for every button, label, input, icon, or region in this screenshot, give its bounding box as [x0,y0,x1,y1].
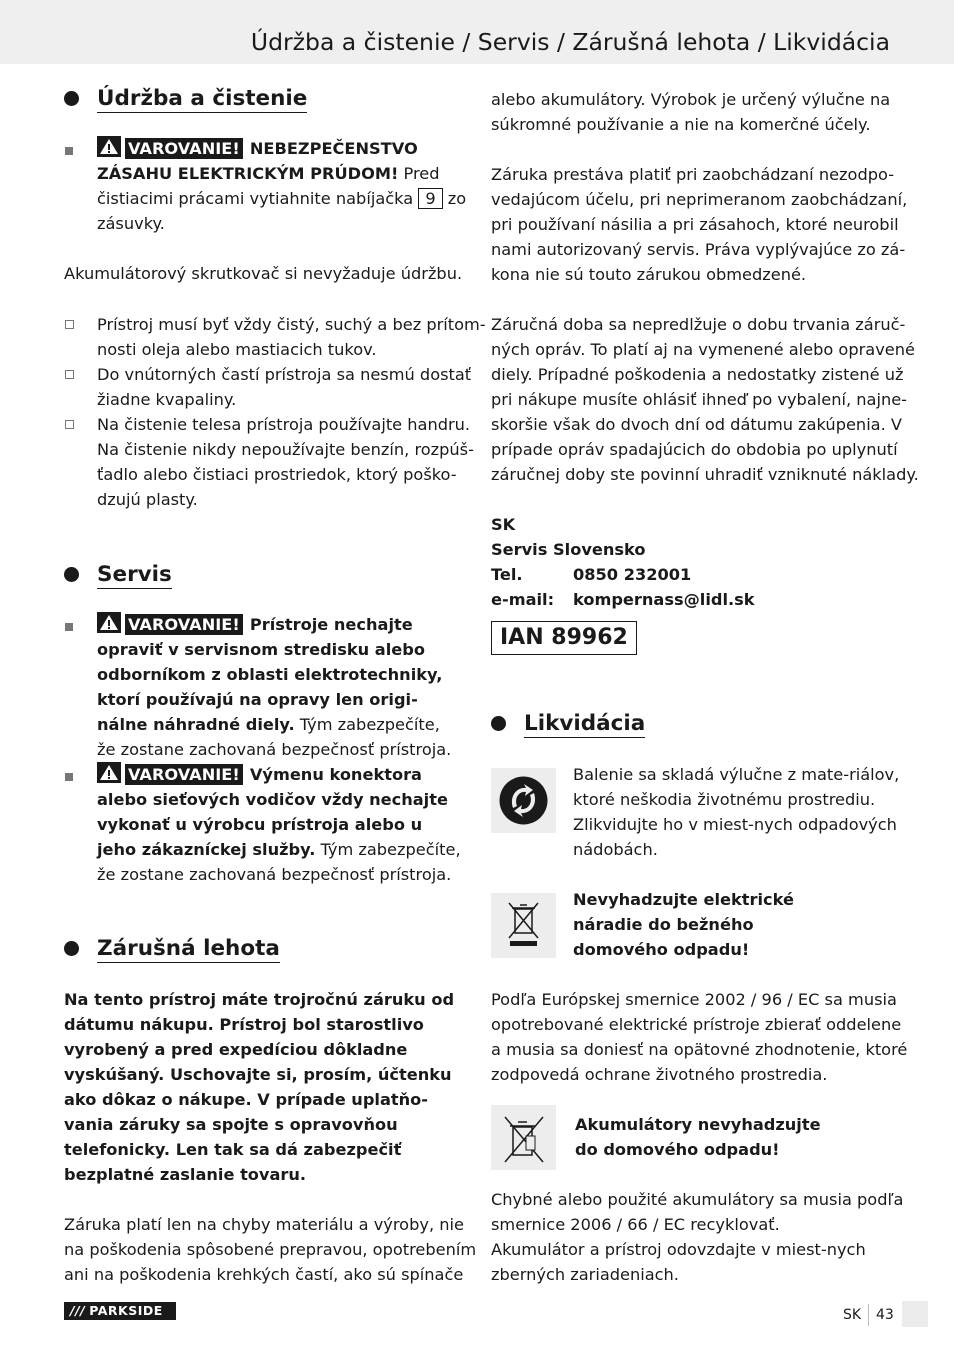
service-warning-1: VAROVANIE! Prístroje nechajte opraviť v servisnom stredisku alebo odborníkom z oblasti elektrotechniky, ktorí používajú na opravy len origi- nálne náhradné diely. Tým zabezpečíte, že zostane zachovaná bezpečnosť prístroja. [97,612,466,762]
page-number: 43 [876,1307,894,1323]
crossed-bin-battery-icon [491,1105,556,1170]
green-dot-recycling-icon [491,768,556,833]
warning-triangle-icon [97,136,121,157]
page-title: Údržba a čistenie / Servis / Zárušná lehota / Likvidácia [250,28,890,56]
tel-value: 0850 232001 [573,565,692,584]
email-value: kompernass@lidl.sk [573,590,755,609]
open-square-bullet-icon [65,320,74,329]
warranty-exclusions-paragraph: Záruka prestáva platiť pri zaobchádzaní nezodpo- vedajúcom účelu, pri neprimeranom zaobchádzaní, pri používaní násilia a pri zásahoch, ktoré neurobil nami autorizovaný servis. Práva vyplývajúce zo zá- kona nie sú touto zárukou obmedzené. [491,165,908,284]
weee-notice: Nevyhadzujte elektrické náradie do bežného domového odpadu! [573,890,794,959]
service-warning-2: VAROVANIE! Výmenu konektora alebo sieťových vodičov vždy nechajte vykonať u výrobcu prístroja alebo u jeho zákazníckej služby. Tým zabezpečíte, že zostane zachovaná bezpečnosť prístroja. [97,762,466,887]
warning-triangle-icon [97,762,121,783]
warning-label: VAROVANIE! [125,138,243,159]
crossed-bin-icon [491,893,556,958]
maintenance-warning: VAROVANIE! NEBEZPEČENSTVO ZÁSAHU ELEKTRICKÝM PRÚDOM! Pred čistiacimi prácami vytiahnite nabíjačka 9 zo zásuvky. [97,136,466,236]
warranty-paragraph: Záruka platí len na chyby materiálu a výroby, nie na poškodenia spôsobené prepravou, opotrebením ani na poškodenia krehkých častí, ako sú spínače [64,1215,477,1284]
section-heading-service: Servis [64,560,172,590]
bullet-dot-icon [64,91,79,106]
footer-tab [902,1301,928,1327]
warning-label: VAROVANIE! [125,764,243,785]
footer-language: SK [843,1307,862,1323]
bullet-dot-icon [64,941,79,956]
contact-country: SK [491,515,516,534]
email-label: e-mail: [491,590,555,609]
warranty-bold-paragraph: Na tento prístroj máte trojročnú záruku od dátumu nákupu. Prístroj bol starostlivo vyrobený a pred expedíciou dôkladne vyskúšaný. Uschovajte si, prosím, účtenku ako dôkaz o nákupe. V prípade uplatňo- vania záruky sa spojte s opravovňou telefonicky. Len tak sa dá zabezpečiť bezplatné zaslanie tovaru. [64,990,455,1184]
directive-paragraph: Podľa Európskej smernice 2002 / 96 / EC sa musia opotrebované elektrické prístroje zbierať oddelene a musia sa doniesť na opätovné zhodnotenie, ktoré zodpovedá ochrane životného prostredia. [491,990,908,1084]
battery-notice: Akumulátory nevyhadzujte do domového odpadu! [575,1115,821,1159]
battery-recycling-paragraph: Chybné alebo použité akumulátory sa musia podľa smernice 2006 / 66 / EC recyklovať. Akumulátor a prístroj odovzdajte v miest-nych zberných zariadeniach. [491,1190,904,1284]
service-contact [491,512,891,612]
open-square-bullet-icon [65,420,74,429]
section-heading-warranty: Zárušná lehota [64,934,280,964]
tel-label: Tel. [491,565,523,584]
warning-triangle-icon [97,612,121,633]
square-bullet-icon [65,773,73,781]
square-bullet-icon [65,147,73,155]
maintenance-paragraph: Akumulátorový skrutkovač si nevyžaduje údržbu. [64,264,463,283]
packaging-text: Balenie sa skladá výlučne z mate-riálov, ktoré neškodia životnému prostrediu. Zlikvidujte ho v miest-nych odpadových nádobách. [573,765,900,859]
bullet-dot-icon [64,567,79,582]
square-bullet-icon [65,623,73,631]
part-number: 9 [418,188,442,209]
open-square-bullet-icon [65,370,74,379]
list-item: Na čistenie telesa prístroja používajte handru. Na čistenie nikdy nepoužívajte benzín, rozpúš- ťadlo alebo čistiaci prostriedok, ktorý poško- dzujú plasty. [97,415,474,509]
list-item: Do vnútorných častí prístroja sa nesmú dostať žiadne kvapaliny. [97,365,472,409]
ian-box: IAN 89962 [491,621,637,655]
footer-divider [868,1304,869,1326]
contact-service: Servis Slovensko [491,540,646,559]
warning-label: VAROVANIE! [125,614,243,635]
warranty-paragraph-cont: alebo akumulátory. Výrobok je určený výlučne na súkromné používanie a nie na komerčné účely. [491,90,891,134]
warranty-period-paragraph: Záručná doba sa nepredlžuje o dobu trvania záruč- ných opráv. To platí aj na vymenené alebo opravené diely. Prípadné poškodenia a nedostatky zistené už pri nákupe musíte ohlásiť ihneď po vybalení, najne- skoršie však do dvoch dní od dátumu zakúpenia. V prípade opráv spadajúcich do obdobia po uplynutí záručnej doby ste povinní uhradiť vzniknuté náklady. [491,315,919,484]
section-heading-disposal: Likvidácia [491,709,645,739]
section-heading-maintenance: Údržba a čistenie [64,84,307,114]
list-item: Prístroj musí byť vždy čistý, suchý a bez prítom- nosti oleja alebo mastiacich tukov. [97,315,486,359]
parkside-logo: /// PARKSIDE [64,1302,176,1320]
bullet-dot-icon [491,716,506,731]
